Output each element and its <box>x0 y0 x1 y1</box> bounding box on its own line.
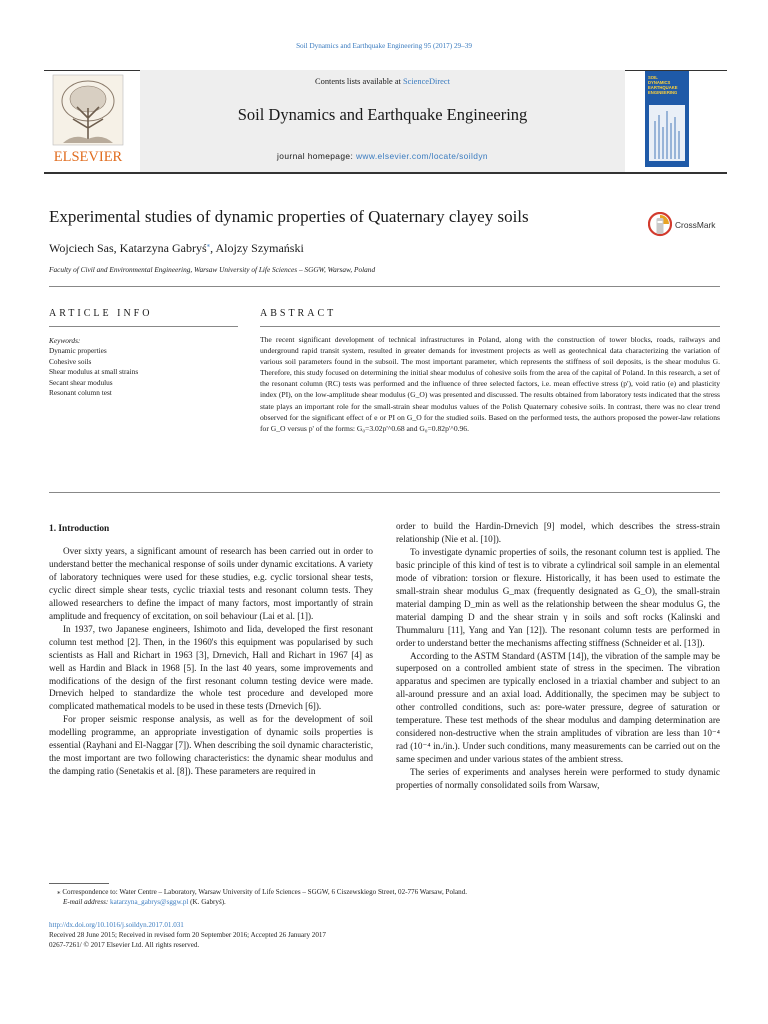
body-paragraph: The series of experiments and analyses herein were performed to study dynamic properties of normally consolidated soils from Warsaw, <box>396 767 720 791</box>
masthead-bottom-rule <box>44 172 727 174</box>
body-column-right <box>396 520 720 792</box>
body-paragraph: For proper seismic response analysis, as well as for the development of soil modelling programme, an appropriate investigation of dynamic soils properties is essential (Rayhani and El-Naggar [7]). When describing the soil dynamic characteristic, the most important are two following characteristics: the dynamic shear modulus and the damping ratio (Senetakis et al. [8]). These parameters are required in <box>49 714 373 777</box>
authors-tail: , Alojzy Szymański <box>210 241 304 255</box>
footnote-rule <box>49 883 109 884</box>
keyword-item: Dynamic properties <box>49 346 107 355</box>
introduction-heading: 1. Introduction <box>49 524 110 534</box>
article-title: Experimental studies of dynamic properties of Quaternary clayey soils <box>49 207 529 226</box>
keyword-item: Cohesive soils <box>49 356 92 366</box>
crossmark-icon <box>648 212 672 238</box>
crossmark-label: CrossMark <box>675 220 716 230</box>
abstract-bottom-rule <box>49 492 720 493</box>
crossmark-badge[interactable] <box>648 211 728 239</box>
keywords-label: Keywords: <box>49 336 81 345</box>
publisher-wordmark: ELSEVIER <box>53 149 123 165</box>
keyword-item: Resonant column test <box>49 388 112 398</box>
homepage-line <box>140 151 625 161</box>
keywords-list <box>49 346 138 399</box>
journal-citation[interactable]: Soil Dynamics and Earthquake Engineering 95 (2017) 29–39 <box>296 42 472 50</box>
article-info-heading: ARTICLE INFO <box>49 308 153 319</box>
article-info-rule <box>49 326 238 327</box>
body-column-left <box>49 545 373 778</box>
authors-main: Wojciech Sas, Katarzyna Gabryś <box>49 241 207 255</box>
body-paragraph: According to the ASTM Standard (ASTM [14]), the vibration of the sample may be superposed on a controlled ambient state of stress in the specimen. The vibration apparatus and specimen are typically enclosed in a triaxial chamber and subject to an all-around pressure and an axial load. Additionally, the specimen may be subject to other controlled conditions, such as: pore-water pressure, degree of saturation or temperature. These test methods of the shear modulus and damping determination are considered non-destructive when the strain amplitudes of vibration are less than 10⁻⁴ rad (10⁻⁴ in./in.). Under such conditions, many measurements can be carried out on the same specimen and under various states of the ambient stress. <box>396 650 720 765</box>
contents-prefix: Contents lists available at <box>315 77 403 86</box>
keyword-item: Shear modulus at small strains <box>49 367 139 377</box>
email-link[interactable]: katarzyna_gabrys@sggw.pl <box>110 898 189 906</box>
received-dates: Received 28 June 2015; Received in revised form 20 September 2016; Accepted 26 January 2017 <box>49 931 326 939</box>
doi-link[interactable]: http://dx.doi.org/10.1016/j.soildyn.2017.01.031 <box>49 921 184 929</box>
journal-title: Soil Dynamics and Earthquake Engineering <box>237 105 528 124</box>
cover-line: EARTHQUAKE <box>648 85 678 90</box>
contents-line <box>140 77 625 86</box>
copyright-line: 0267-7261/ © 2017 Elsevier Ltd. All rights reserved. <box>49 941 200 949</box>
corresponding-mark[interactable]: ⁎ <box>206 241 211 249</box>
keyword-item: Secant shear modulus <box>49 377 113 387</box>
cover-line: DYNAMICS <box>648 80 671 85</box>
cover-graphic <box>645 71 689 167</box>
homepage-link[interactable]: www.elsevier.com/locate/soildyn <box>355 151 488 161</box>
elsevier-tree-icon <box>49 73 127 165</box>
body-paragraph: To investigate dynamic properties of soils, the resonant column test is applied. The basic principle of this kind of test is to vibrate a cylindrical soil sample in an elemental mode of vibration: torsion or flexure. Historically, it has been used to estimate the small-strain shear modulus G_max (frequently designated as G_O), the small-strain material damping D_min as well as the relationship between the shear modulus G, the material damping D and the shear strain γ in soils and soft rocks (Kalinski and Thummaluru [11], Yang and Yan [12]). The resonant column tests are performed in order to understand better the mechanisms affecting stiffness (Schneider et al. [13]). <box>396 546 720 648</box>
info-top-rule <box>49 286 720 287</box>
body-paragraph: Over sixty years, a significant amount of research has been carried out in order to understand better the mechanical response of soils under dynamic excitations. A variety of laboratory techniques were used for these studies, e.g. cyclic torsional shear tests, cyclic direct simple shear tests, cyclic triaxial tests and resonant column tests. They allowed researchers to define the impact of many factors, most importantly of strain amplitude and frequency of excitation, on soil behaviour (Lai et al. [1]). <box>49 546 373 621</box>
elsevier-logo <box>49 73 127 165</box>
sciencedirect-link[interactable]: ScienceDirect <box>402 77 450 86</box>
body-paragraph: In 1937, two Japanese engineers, Ishimoto and Iida, developed the first resonant column test method [2]. Then, in the 1960's this equipment was popularised by such scientists as Hall and Richart in 1963 [3], Drnevich, Hall and Richart in 1967 [4] as well as Hardin and Black in 1968 [5]. In the last 40 years, some improvements and modifications of the design of the first resonant column testing device were made. Drnevich helped to standardize the whole test procedure and developed more complicated mathematical models to be used in these tests (Drnevich [6]). <box>49 623 373 712</box>
body-paragraph: order to build the Hardin-Drnevich [9] model, which describes the stress-strain relationship (Nie et al. [10]). <box>396 521 720 544</box>
author-list <box>49 241 304 256</box>
abstract-heading: ABSTRACT <box>260 308 337 319</box>
affiliation: Faculty of Civil and Environmental Engineering, Warsaw University of Life Sciences – SGGW, Warsaw, Poland <box>49 265 376 274</box>
abstract-text: The recent significant development of technical infrastructures in Poland, along with the construction of tower blocks, roads, railways and underground rapid transit system, resulted in greater demands for investment projects as well as geotechnical data characterizing the variation of various soil parameters found in the subsoil. The most important parameter, which represents the stiffness of soil deposits, is the shear modulus G. Therefore, this study focused on determining the initial shear modulus of cohesive soils from the area of the capital of Poland. In this research, a set of the resonant column (RC) tests was performed and the influence of three selected factors, i.e. mean effective stress (p'), void ratio (e) and plasticity index (PI), on the low-amplitude shear modulus (G_O) was presented and discussed. The results obtained from laboratory tests indicated that the stress state plays an important role for the small-strain shear modulus values of the Polish Quaternary cohesive soils. In contrast, there was no clear trend observed for the significant effect of e or PI on G_O for the studied soils. Based on the performed tests, the authors proposed the power-law relations for G_O versus p' of the forms: G₀=3.02p'^0.68 and G₀=0.82p'^0.96. <box>260 335 720 433</box>
email-tail: (K. Gabryś). <box>188 898 226 906</box>
homepage-prefix: journal homepage: <box>277 151 356 161</box>
cover-line: SOIL <box>648 75 658 80</box>
cover-line: ENGINEERING <box>648 90 678 95</box>
publication-info <box>49 920 729 950</box>
abstract-rule <box>260 326 720 327</box>
journal-cover-thumbnail[interactable] <box>645 71 689 167</box>
footnote-block <box>49 887 729 907</box>
correspondence-note: ⁎ Correspondence to: Water Centre – Laboratory, Warsaw University of Life Sciences – SGGW, 6 Ciszewskiego Street, 02-776 Warsaw, Poland. <box>57 888 468 896</box>
email-label: E-mail address: <box>63 898 111 906</box>
email-line <box>49 897 729 907</box>
